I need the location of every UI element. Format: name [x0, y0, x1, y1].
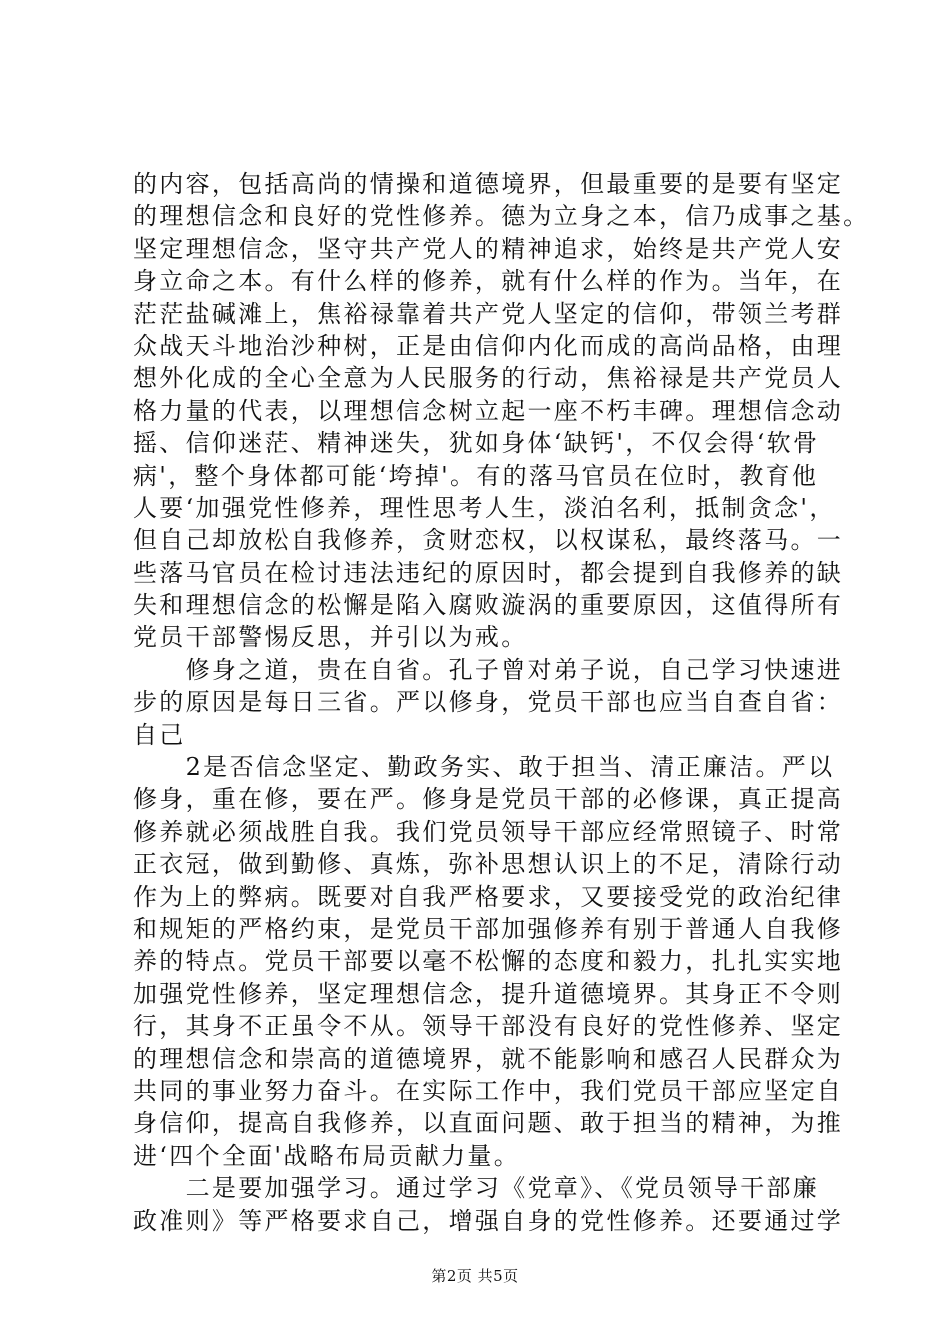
text-line: 养的特点。党员干部要以毫不松懈的态度和毅力，扎扎实实地	[133, 947, 844, 976]
text-line: 进‘四个全面'战略布局贡献力量。	[133, 1141, 521, 1170]
text-line: 些落马官员在检讨违法违纪的原因时，都会提到自我修养的缺	[133, 558, 844, 587]
text-line: 行，其身不正虽令不从。领导干部没有良好的党性修养、坚定	[133, 1012, 844, 1041]
text-line: 众战天斗地治沙种树，正是由信仰内化而成的高尚品格，由理	[133, 331, 844, 360]
text-line: 的理想信念和良好的党性修养。德为立身之本，信乃成事之基。	[133, 202, 870, 231]
text-line: 的内容，包括高尚的情操和道德境界，但最重要的是要有坚定	[133, 170, 844, 198]
body-text	[133, 168, 870, 1237]
text-line: 党员干部警惕反思，并引以为戒。	[133, 623, 528, 652]
text-line: 身信仰，提高自我修养，以直面问题、敢于担当的精神，为推	[133, 1109, 844, 1138]
text-line: 加强党性修养，坚定理想信念，提升道德境界。其身正不令则	[133, 979, 844, 1008]
text-line: 身立命之本。有什么样的修养，就有什么样的作为。当年，在	[133, 267, 844, 296]
text-line: 摇、信仰迷茫、精神迷失，犹如身体‘缺钙'，不仅会得‘软骨	[133, 429, 820, 458]
text-line: 二是要加强学习。通过学习《党章》、《党员领导干部廉	[133, 1174, 820, 1203]
text-line: 想外化成的全心全意为人民服务的行动，焦裕禄是共产党员人	[133, 364, 844, 393]
text-line: 正衣冠，做到勤修、真炼，弥补思想认识上的不足，清除行动	[133, 850, 844, 879]
text-line: 坚定理想信念，坚守共产党人的精神追求，始终是共产党人安	[133, 234, 844, 263]
text-line: 2是否信念坚定、勤政务实、敢于担当、清正廉洁。严以	[133, 753, 835, 782]
text-line: 修身之道，贵在自省。孔子曾对弟子说，自己学习快速进	[133, 655, 844, 684]
text-line: 共同的事业努力奋斗。在实际工作中，我们党员干部应坚定自	[133, 1076, 844, 1105]
text-line: 和规矩的严格约束，是党员干部加强修养有别于普通人自我修	[133, 914, 844, 943]
text-line: 步的原因是每日三省。严以修身，党员干部也应当自查自省：	[133, 688, 844, 717]
page-footer: 第2页 共5页	[431, 1267, 519, 1285]
text-line: 自己	[133, 720, 186, 749]
text-line: 但自己却放松自我修养，贪财恋权，以权谋私，最终落马。一	[133, 526, 844, 555]
text-line: 茫茫盐碱滩上，焦裕禄靠着共产党人坚定的信仰，带领兰考群	[133, 299, 844, 328]
text-line: 的理想信念和崇高的道德境界，就不能影响和感召人民群众为	[133, 1044, 844, 1073]
text-line: 修养就必须战胜自我。我们党员领导干部应经常照镜子、时常	[133, 817, 844, 846]
text-line: 格力量的代表，以理想信念树立起一座不朽丰碑。理想信念动	[133, 396, 844, 425]
text-line: 人要‘加强党性修养，理性思考人生，淡泊名利，抵制贪念'，	[133, 493, 836, 522]
text-line: 失和理想信念的松懈是陷入腐败漩涡的重要原因，这值得所有	[133, 591, 844, 620]
text-line: 政准则》等严格要求自己，增强自身的党性修养。还要通过学	[133, 1206, 844, 1235]
text-line: 作为上的弊病。既要对自我严格要求，又要接受党的政治纪律	[133, 882, 844, 911]
text-line: 病'，整个身体都可能‘垮掉'。有的落马官员在位时，教育他	[133, 461, 819, 490]
text-line: 修身，重在修，要在严。修身是党员干部的必修课，真正提高	[133, 785, 844, 814]
